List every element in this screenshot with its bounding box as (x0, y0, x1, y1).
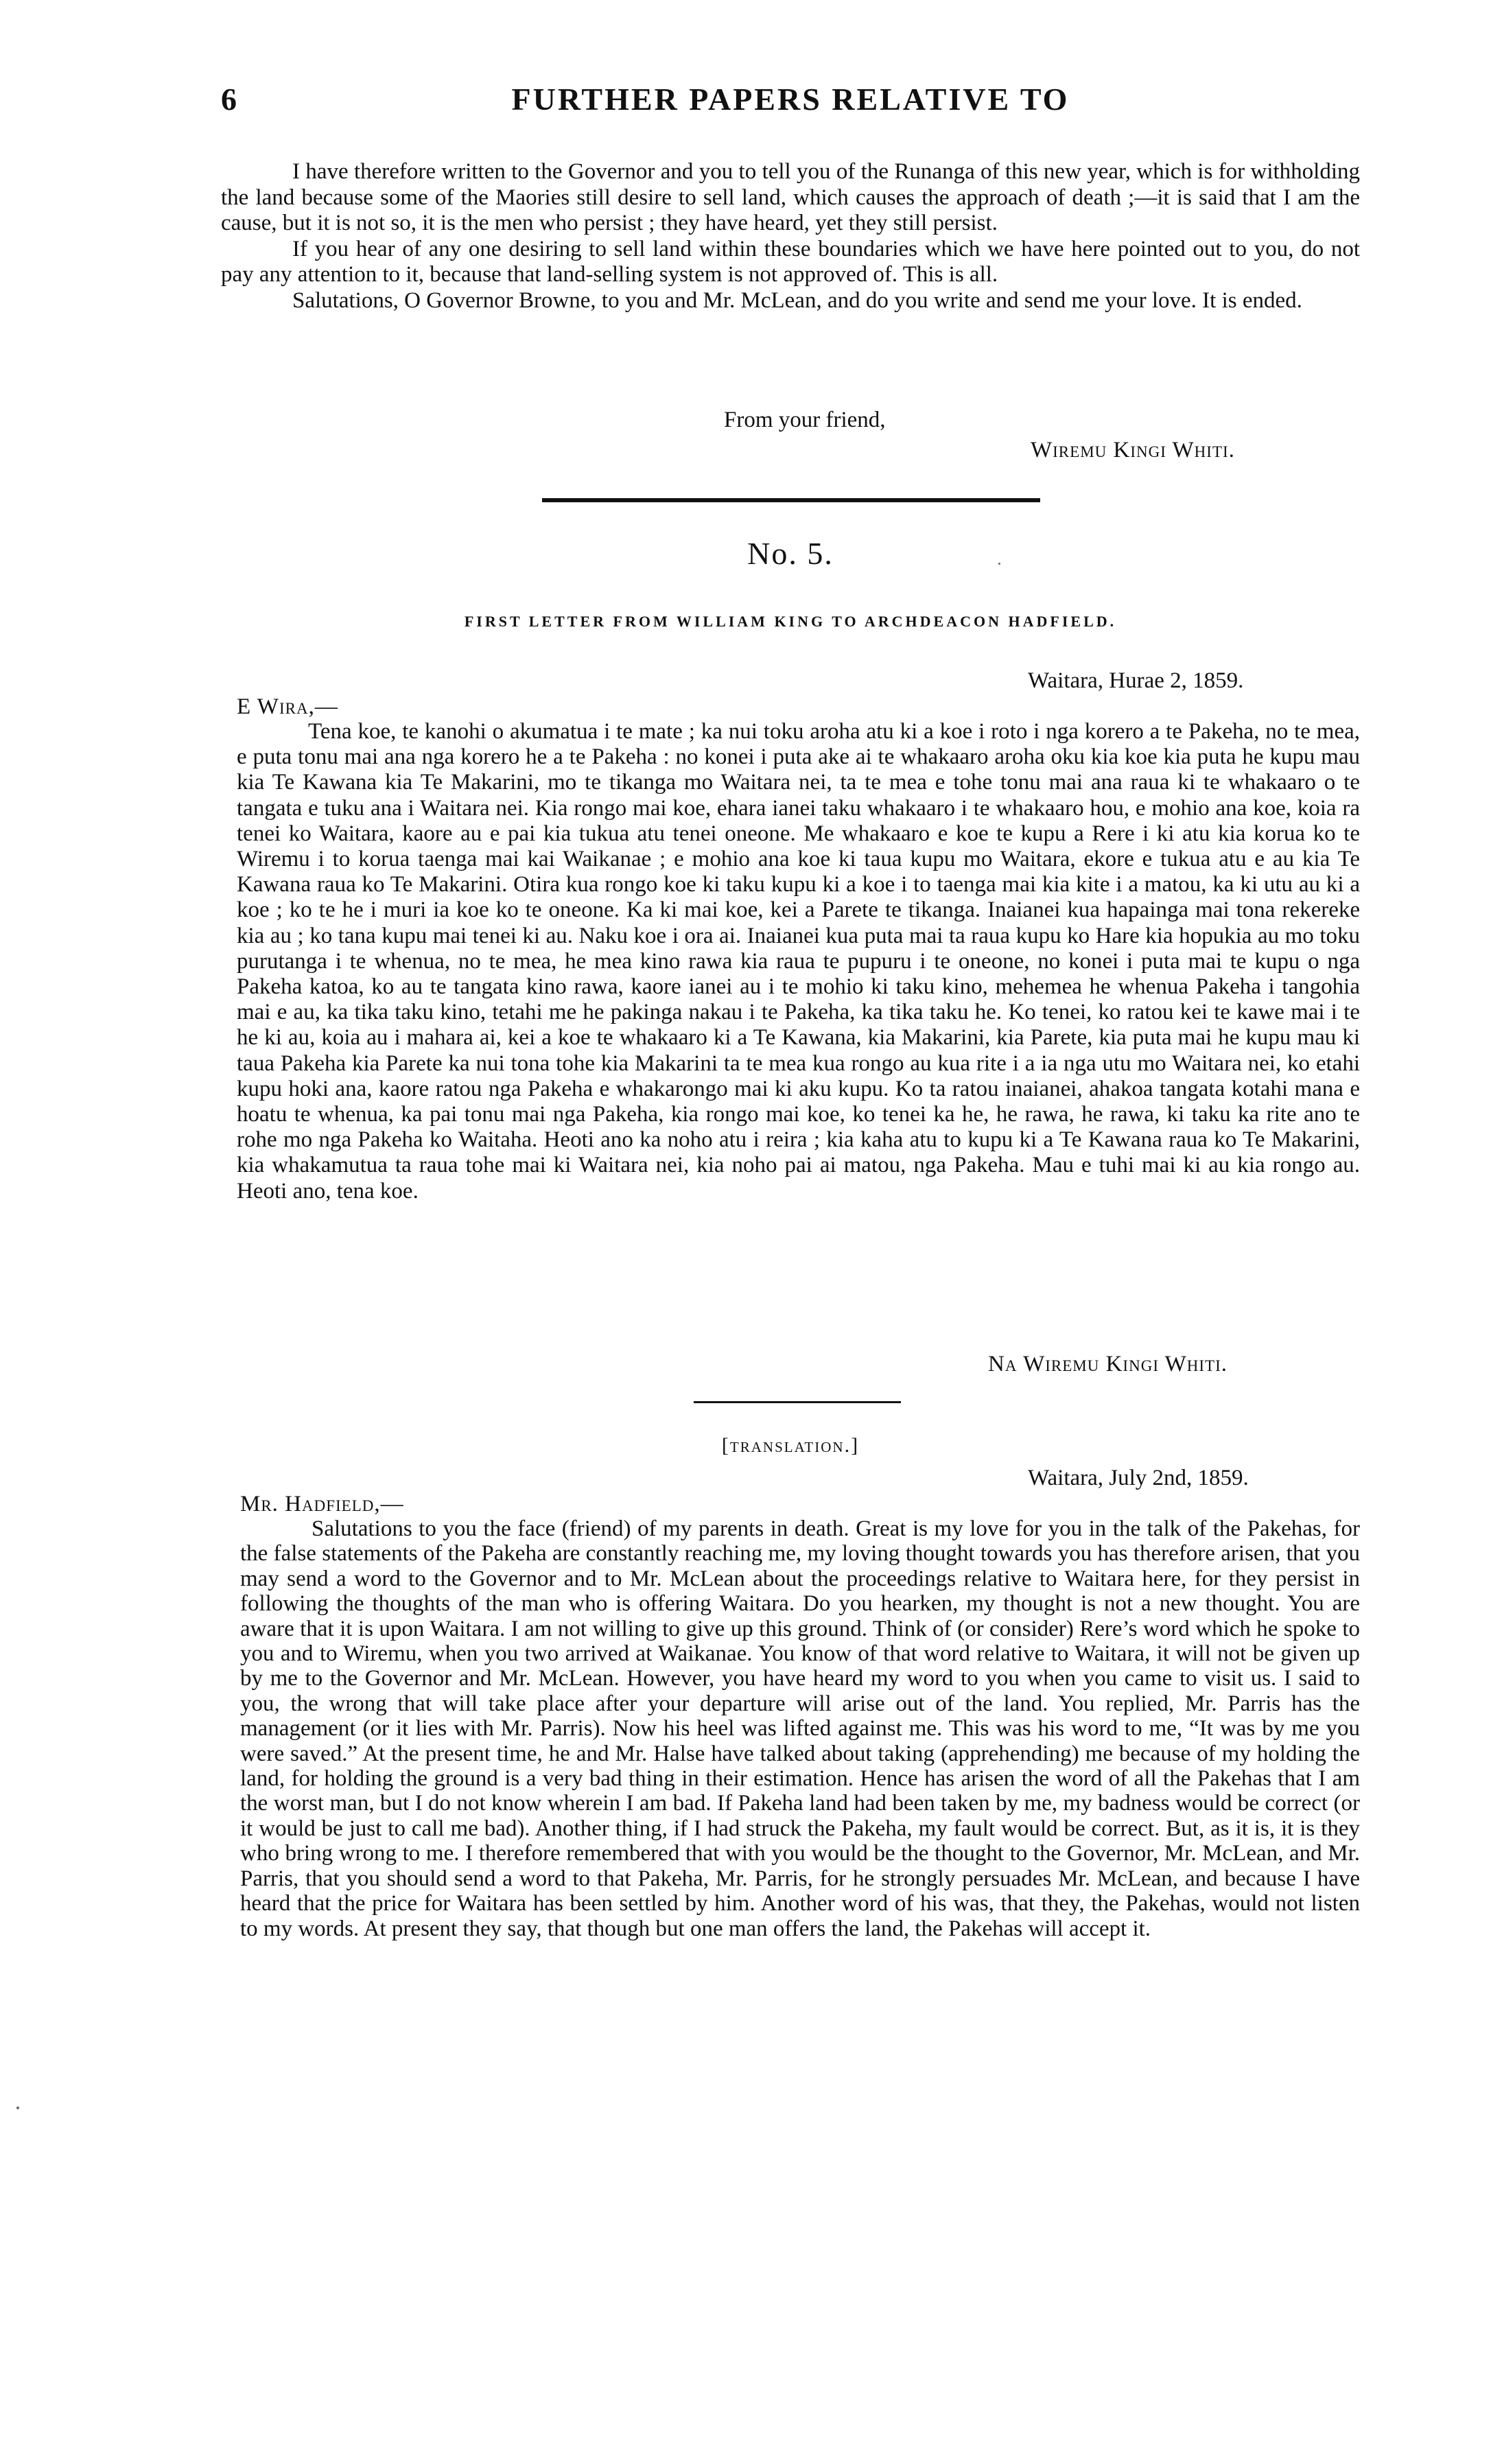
document-heading: FIRST LETTER FROM WILLIAM KING TO ARCHDEACON HADFIELD. (464, 613, 1117, 630)
maori-salutation: E Wira,— (237, 694, 338, 719)
scan-speck (998, 563, 1000, 565)
page-header (221, 81, 1360, 129)
translation-label: [translation.] (721, 1434, 860, 1457)
letter-one-body (221, 159, 1360, 314)
running-title: FURTHER PAPERS RELATIVE TO (511, 82, 1070, 117)
section-divider (542, 498, 1040, 502)
translation-paragraph: Salutations to you the face (friend) of my parents in death. Great is my love for you in the talk of the Pakehas, for the false statements of the Pakeha are constantly reaching me, my loving thought towards you has therefore arisen, that you may send a word to the Governor and to Mr. McLean about the proceedings relative to Waitara here, for they persist in following the thoughts of the man who is offering Waitara. Do you hearken, my thought is not a new thought. You are aware that it is upon Waitara. I am not willing to give up this ground. Think of (or consider) Rere’s word which he spoke to you and to Wiremu, when you two arrived at Waikanae. You know of that word relative to Waitara, it will not be given up by me to the Governor and Mr. McLean. However, you have heard my word to you when you came to visit us. I said to you, the wrong that will take place after your departure will arise out of the land. You replied, Mr. Parris has the management (or it lies with Mr. Parris). Now his heel was lifted against me. This was his word to me, “It was by me you were saved.” At the present time, he and Mr. Halse have talked about taking (apprehending) me because of my holding the land, for holding the ground is a very bad thing in their estimation. Hence has arisen the word of all the Pakehas that I am the worst man, but I do not know wherein I am bad. If Pakeha land had been taken by me, my badness would be correct (or it would be just to call me bad). Another thing, if I had struck the Pakeha, my fault would be correct. But, as it is, it is they who bring wrong to me. I therefore remembered that with you would be the thought to the Governor, Mr. McLean, and Mr. Parris, that you should send a word to that Pakeha, Mr. Parris, for he strongly persuades Mr. McLean, and because I have heard that the price for Waitara has been settled by him. Another word of his was, that they, the Pakehas, would not listen to my words. At present they say, that though but one man offers the land, the Pakehas will accept it. (240, 1516, 1360, 1941)
maori-letter-body (237, 719, 1360, 1204)
maori-signature: Na Wiremu Kingi Whiti. (988, 1352, 1228, 1376)
page-number: 6 (221, 82, 237, 117)
letter-one-closing: From your friend, (724, 408, 886, 432)
translation-place-date: Waitara, July 2nd, 1859. (1028, 1466, 1249, 1490)
maori-letter-paragraph: Tena koe, te kanohi o akumatua i te mate ; ka nui toku aroha atu ki a koe i roto i nga korero a te Pakeha, no te mea, e puta tonu mai ana nga korero he a te Pakeha : no konei i puta ake ai te whakaaro aroha oku kia koe kia puta he kupu mau kia Te Kawana kia Te Makarini, mo te tikanga mo Waitara nei, ta te mea e tohe tonu mai ana raua ki te whakaaro o te tangata e tuku ana i Waitara nei. Kia rongo mai koe, ehara ianei taku whakaaro i te whakaaro hou, e mohio ana koe, koia ra tenei ko Waitara, kaore au e pai kia tukua atu tenei oneone. Me whakaaro e koe te kupu a Rere i ki atu kia korua ko te Wiremu i to korua taenga mai kai Waikanae ; e mohio ana koe ki taua kupu mo Waitara, ekore e tukua atu e au kia Te Kawana raua ko Te Makarini. Otira kua rongo koe ki taku kupu ki a koe i to taenga mai kia kite i a matou, ka ki utu au ki a koe ; ko te he i muri ia koe ko te oneone. Ka ki mai koe, kei a Parete te tikanga. Inaianei kua hapainga mai tona rekereke kia au ; ko tana kupu mai tenei ki au. Naku koe i ora ai. Inaianei kua puta mai ta raua kupu ko Hare kia hopukia au mo toku purutanga i te whenua, no te mea, he mea kino rawa kia raua te pupuru i te oneone, no konei i puta mai te kupu o nga Pakeha katoa, ko au te tangata kino rawa, kaore ianei au i te mohio ki taku kino, mehemea he whenua Pakeha i tangohia mai e au, ka tika taku kino, tetahi me he pakinga nakau i te Pakeha, ka tika taku he. Ko tenei, ko ratou kei te kawe mai i te he ki au, koia au i mahara ai, kei a koe te whakaaro ki a Te Kawana, kia Makarini, kia Parete, kia puta mai he kupu mau ki taua Pakeha kia Parete ka nui tona tohe kia Makarini ta te mea kua rongo au kua rite i a ia nga utu mo Waitara nei, ko etahi kupu hoki ana, kaore ratou nga Pakeha e whakarongo mai ki aku kupu. Ko ta ratou inaianei, ahakoa tangata kotahi mana e hoatu te whenua, ka pai tonu mai nga Pakeha, kia rongo mai koe, ko tenei ka he, he rawa, he rawa, ki taku ka rite ano te rohe mo nga Pakeha ko Waitaha. Heoti ano ka noho atu i reira ; kia kaha atu to kupu ki a Te Kawana raua ko Te Makarini, kia whakamutua ta raua tohe mai ki Waitara nei, kia noho pai ai matou, nga Pakeha. Mau e tuhi mai ki au kia rongo au. Heoti ano, tena koe. (237, 719, 1360, 1204)
letter-one-signature: Wiremu Kingi Whiti. (1031, 438, 1235, 462)
document-number: No. 5. (747, 536, 834, 571)
translation-body (240, 1516, 1360, 1941)
scan-speck (16, 2107, 19, 2109)
translation-divider (694, 1401, 901, 1403)
letter-one-paragraph: Salutations, O Governor Browne, to you and Mr. McLean, and do you write and send me your love. It is ended. (292, 288, 1302, 313)
maori-place-date: Waitara, Hurae 2, 1859. (1028, 668, 1244, 693)
letter-one-paragraph: If you hear of any one desiring to sell land within these boundaries which we have here pointed out to you, do not pay any attention to it, because that land-selling system is not approved of. This is all. (221, 236, 1360, 288)
letter-one-paragraph: I have therefore written to the Governor and you to tell you of the Runanga of this new year, which is for withholding the land because some of the Maories still desire to sell land, which causes the approach of death ;—it is said that I am the cause, but it is not so, it is the men who persist ; they have heard, yet they still persist. (221, 159, 1360, 236)
translation-salutation: Mr. Hadfield,— (240, 1492, 404, 1516)
